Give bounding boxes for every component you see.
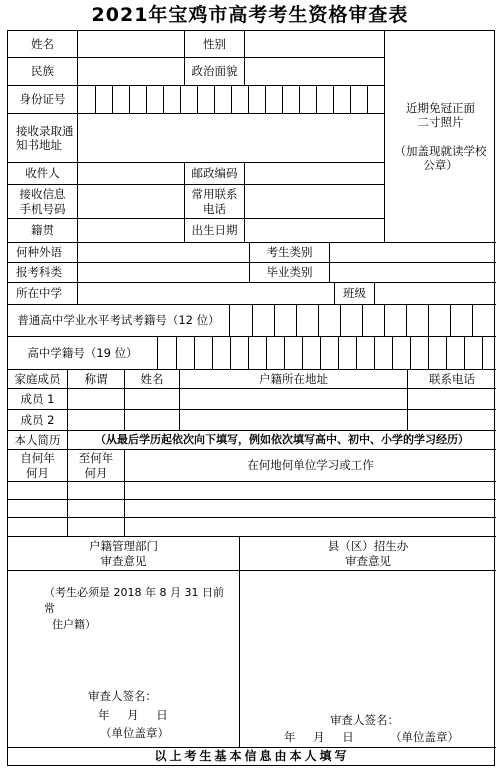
label-exam-subject: 报考科类: [8, 263, 78, 283]
resume-row-1-from[interactable]: [8, 482, 68, 500]
resume-row-1-to[interactable]: [68, 482, 125, 500]
hs-student-id-boxes[interactable]: [158, 337, 496, 370]
birth-date-field[interactable]: [245, 219, 385, 243]
review-left-header: [8, 537, 240, 571]
postal-code-field[interactable]: [245, 163, 385, 185]
label-postal-code: 邮政编码: [185, 163, 245, 185]
member-1-name-field[interactable]: [125, 389, 180, 410]
label-hs-exam-id: 普通高中学业水平考试考籍号（12 位）: [8, 305, 230, 337]
photo-note-1: 近期免冠正面: [406, 100, 475, 115]
label-resume: 本人简历: [8, 431, 68, 450]
label-birth-date: 出生日期: [185, 219, 245, 243]
review-left-note-2: 住户籍）: [52, 617, 96, 631]
id-number-boxes[interactable]: [78, 86, 385, 114]
label-middle-school: 所在中学: [8, 283, 78, 305]
resume-col-from: 自何年何月: [8, 450, 68, 482]
class-field[interactable]: [375, 283, 496, 305]
resume-row-3-to[interactable]: [68, 518, 125, 537]
label-class: 班级: [335, 283, 375, 305]
review-left-note-1: （考生必须是 2018 年 8 月 31 日前常: [44, 586, 224, 615]
member-1-address-field[interactable]: [180, 389, 408, 410]
candidate-category-field[interactable]: [330, 243, 496, 263]
left-reviewer-sign: 审查人签名：: [88, 689, 157, 703]
label-foreign-language: 何种外语: [8, 243, 78, 263]
resume-row-2-where[interactable]: [125, 500, 496, 518]
mail-address-field[interactable]: [78, 114, 385, 163]
label-hs-student-id: 高中学籍号（19 位）: [8, 337, 158, 370]
family-member-1-label: 成员 1: [8, 389, 68, 410]
photo-note-3: （加盖现就读学校: [394, 143, 487, 158]
member-2-relation-field[interactable]: [68, 410, 125, 431]
label-graduate-category: 毕业类别: [250, 263, 330, 283]
resume-col-to: 至何年何月: [68, 450, 125, 482]
review-left-note: [44, 585, 234, 633]
label-mail-address: 接收录取通知书地址: [8, 114, 78, 163]
form-footer: 以上考生基本信息由本人填写: [154, 749, 350, 763]
review-left-subtitle: 审查意见: [100, 553, 147, 568]
family-header-phone: 联系电话: [408, 370, 496, 389]
resume-row-1-where[interactable]: [125, 482, 496, 500]
label-native-place: 籍贯: [8, 219, 78, 243]
family-header-name: 姓名: [125, 370, 180, 389]
resume-note: （从最后学历起依次向下填写，例如依次填写高中、初中、小学的学习经历）: [68, 431, 496, 450]
review-right-subtitle: 审查意见: [345, 553, 391, 568]
right-date: 年 月 日: [284, 730, 354, 744]
name-field[interactable]: [78, 31, 185, 58]
member-1-relation-field[interactable]: [68, 389, 125, 410]
resume-row-2-from[interactable]: [8, 500, 68, 518]
gender-field[interactable]: [245, 31, 385, 58]
graduate-category-field[interactable]: [330, 263, 496, 283]
member-2-address-field[interactable]: [180, 410, 408, 431]
hs-exam-id-boxes[interactable]: [230, 305, 496, 337]
family-header-relation: 称谓: [68, 370, 125, 389]
political-status-field[interactable]: [245, 58, 385, 86]
member-2-name-field[interactable]: [125, 410, 180, 431]
photo-note-2: 二寸照片: [417, 115, 464, 130]
label-gender: 性别: [185, 31, 245, 58]
label-sms-phone: 接收信息手机号码: [8, 185, 78, 219]
right-stamp: （单位盖章）: [390, 730, 459, 744]
label-common-phone: 常用联系电话: [185, 185, 245, 219]
common-phone-field[interactable]: [245, 185, 385, 219]
member-2-phone-field[interactable]: [408, 410, 496, 431]
recipient-field[interactable]: [78, 163, 185, 185]
photo-note-4: 公章）: [423, 157, 458, 172]
resume-col-where: 在何地何单位学习或工作: [125, 450, 496, 482]
photo-area[interactable]: [385, 31, 496, 243]
review-left-title: 户籍管理部门: [89, 539, 158, 554]
right-reviewer-sign: 审查人签名：: [330, 713, 399, 727]
left-stamp: （单位盖章）: [100, 726, 169, 740]
left-date: 年 月 日: [98, 708, 168, 722]
resume-row-3-where[interactable]: [125, 518, 496, 537]
family-header-address: 户籍所在地址: [180, 370, 408, 389]
ethnicity-field[interactable]: [78, 58, 185, 86]
sms-phone-field[interactable]: [78, 185, 185, 219]
family-header-members: 家庭成员: [8, 370, 68, 389]
review-right-header: [240, 537, 496, 571]
resume-row-2-to[interactable]: [68, 500, 125, 518]
resume-row-3-from[interactable]: [8, 518, 68, 537]
label-name: 姓名: [8, 31, 78, 58]
foreign-language-field[interactable]: [78, 243, 250, 263]
exam-subject-field[interactable]: [78, 263, 250, 283]
member-1-phone-field[interactable]: [408, 389, 496, 410]
label-political-status: 政治面貌: [185, 58, 245, 86]
middle-school-field[interactable]: [78, 283, 335, 305]
native-place-field[interactable]: [78, 219, 185, 243]
label-ethnicity: 民族: [8, 58, 78, 86]
form-title: 2021年宝鸡市高考考生资格审查表: [91, 4, 409, 26]
label-candidate-category: 考生类别: [250, 243, 330, 263]
qualification-review-form: [7, 30, 495, 766]
label-recipient: 收件人: [8, 163, 78, 185]
family-member-2-label: 成员 2: [8, 410, 68, 431]
review-right-title: 县（区）招生办: [327, 539, 409, 554]
label-id-number: 身份证号: [8, 86, 78, 114]
